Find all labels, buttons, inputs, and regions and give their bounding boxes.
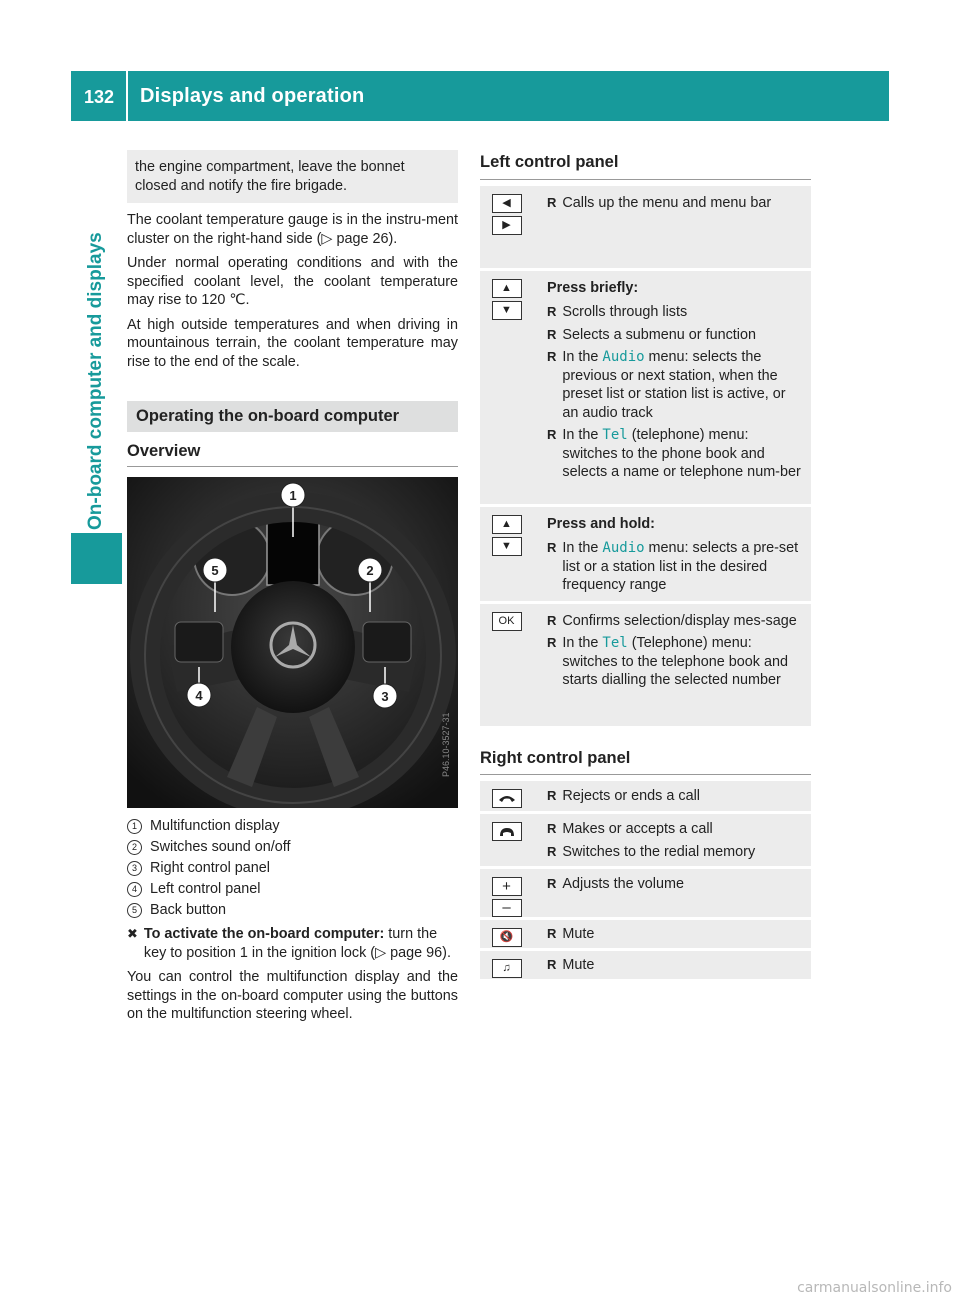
- closing-paragraph: You can control the multifunction display and the settings in the on-board computer using the buttons on the multifunction steering wheel.: [127, 969, 458, 1022]
- menu-code: Tel: [602, 427, 628, 443]
- control-description: [533, 951, 811, 979]
- instruction-step: [127, 925, 458, 962]
- header-divider: [126, 71, 128, 121]
- page-header: [71, 71, 889, 121]
- key-group: [480, 951, 533, 979]
- control-row: [480, 869, 811, 917]
- paragraph: At high outside temperatures and when driving in mountainous terrain, the coolant temperature may rise to the end of the scale.: [127, 316, 458, 370]
- section-heading: Operating the on-board computer: [127, 401, 458, 432]
- paragraph: The coolant temperature gauge is in the instru-ment cluster on the right-hand side (▷ page 26).: [127, 212, 458, 247]
- left-column: [127, 150, 458, 1030]
- control-description: [533, 186, 811, 268]
- paragraph: Under normal operating conditions and with the specified coolant level, the coolant temperature may rise to 120 ℃.: [127, 255, 458, 308]
- bullet: R Calls up the menu and menu bar: [547, 194, 772, 211]
- legend-number: 2: [127, 840, 142, 855]
- notice-box: [127, 150, 458, 203]
- notice-text: the engine compartment, leave the bonnet closed and notify the fire brigade.: [135, 159, 405, 194]
- legend-item: [127, 816, 458, 837]
- menu-code: Tel: [602, 635, 628, 651]
- bullet: R Confirms selection/display mes-sage: [547, 612, 797, 629]
- key-group: [480, 186, 533, 268]
- legend-label: Left control panel: [150, 881, 261, 898]
- bullet: R Makes or accepts a call: [547, 821, 713, 837]
- key-group: [480, 781, 533, 811]
- svg-text:5: 5: [211, 563, 219, 578]
- legend-label: Switches sound on/off: [150, 839, 291, 856]
- key-group: [480, 869, 533, 917]
- key-group: [480, 814, 533, 866]
- triangle-right-icon: ▶: [492, 216, 522, 235]
- control-row: [480, 507, 811, 601]
- triangle-left-icon: ◀: [492, 194, 522, 213]
- steering-wheel-photo: [127, 477, 458, 808]
- svg-text:1: 1: [289, 488, 297, 503]
- minus-icon: –: [492, 899, 522, 918]
- page-title: Displays and operation: [140, 85, 365, 107]
- bullet: R Scrolls through lists: [547, 304, 688, 320]
- triangle-up-icon: ▲: [492, 279, 522, 298]
- plus-icon: +: [492, 877, 522, 896]
- legend-item: [127, 879, 458, 900]
- press-hold-label: Press and hold:: [547, 515, 655, 532]
- accept-call-icon: [492, 822, 522, 841]
- legend-number: 1: [127, 819, 142, 834]
- step-text: [144, 925, 458, 962]
- step-bold: To activate the on-board computer:: [143, 926, 385, 942]
- bullet: R Mute: [547, 926, 595, 942]
- svg-text:2: 2: [366, 563, 374, 578]
- control-description: [533, 507, 811, 601]
- control-description: [533, 604, 811, 726]
- step-arrow-icon: ✖: [127, 926, 138, 941]
- footer-watermark: carmanualsonline.info: [797, 1280, 952, 1296]
- control-row: [480, 271, 811, 504]
- bullet: R Rejects or ends a call: [547, 788, 700, 804]
- bullet: R Mute: [547, 957, 595, 973]
- bullet: R In the Tel (Telephone) menu: switches to the telephone book and starts dialling the selected number: [547, 635, 789, 688]
- side-chapter-label: On-board computer and displays: [85, 232, 106, 530]
- control-row: [480, 920, 811, 948]
- triangle-down-icon: ▼: [492, 301, 522, 320]
- right-control-panel-heading: Right control panel: [480, 746, 811, 776]
- bullet: R In the Tel (telephone) menu: switches to the phone book and selects a name or telephone num-ber: [547, 427, 801, 480]
- press-briefly-label: Press briefly:: [547, 279, 639, 296]
- control-description: [533, 869, 811, 917]
- legend-label: Back button: [150, 902, 227, 919]
- legend-number: 5: [127, 903, 142, 918]
- ok-key-icon: OK: [492, 612, 522, 631]
- bullet: R Adjusts the volume: [547, 876, 684, 892]
- control-description: [533, 781, 811, 811]
- legend-item: [127, 858, 458, 879]
- control-description: [533, 814, 811, 866]
- legend-item: [127, 900, 458, 921]
- legend-item: [127, 837, 458, 858]
- right-column: [480, 150, 811, 982]
- control-description: [533, 271, 811, 504]
- triangle-up-icon: ▲: [492, 515, 522, 534]
- control-row: [480, 604, 811, 726]
- key-group: [480, 920, 533, 948]
- subsection-heading: Overview: [127, 432, 458, 468]
- photo-legend: [127, 816, 458, 921]
- legend-label: Multifunction display: [150, 818, 280, 835]
- key-group: [480, 271, 533, 504]
- left-control-panel-heading: Left control panel: [480, 150, 811, 180]
- triangle-down-icon: ▼: [492, 537, 522, 556]
- control-row: [480, 781, 811, 811]
- bullet: R Selects a submenu or function: [547, 326, 756, 343]
- legend-label: Right control panel: [150, 860, 270, 877]
- page-number: 132: [84, 87, 115, 107]
- key-group: [480, 604, 533, 726]
- menu-code: Audio: [602, 540, 645, 556]
- photo-code: P46.10-3527-31: [441, 712, 451, 777]
- svg-text:3: 3: [381, 689, 389, 704]
- voice-icon: ♫: [492, 959, 522, 978]
- step-body: turn the key to position 1 in the ignition lock (▷ page 96).: [143, 926, 451, 961]
- control-description: [533, 920, 811, 948]
- mute-icon: 🔇: [492, 928, 522, 947]
- side-chapter-tab: [85, 130, 113, 530]
- control-row: [480, 186, 811, 268]
- control-row: [480, 951, 811, 979]
- bullet: R Switches to the redial memory: [547, 843, 756, 860]
- legend-number: 4: [127, 882, 142, 897]
- key-group: [480, 507, 533, 601]
- legend-number: 3: [127, 861, 142, 876]
- svg-text:4: 4: [195, 688, 203, 703]
- steering-wheel-illustration: [127, 477, 458, 808]
- menu-code: Audio: [602, 349, 645, 365]
- bullet: R In the Audio menu: selects the previous or next station, when the preset list or station list is active, or an audio track: [547, 349, 786, 421]
- side-tab-marker: [71, 533, 122, 584]
- bullet: R In the Audio menu: selects a pre-set list or a station list in the desired frequency range: [547, 540, 799, 593]
- control-row: [480, 814, 811, 866]
- end-call-icon: [492, 789, 522, 808]
